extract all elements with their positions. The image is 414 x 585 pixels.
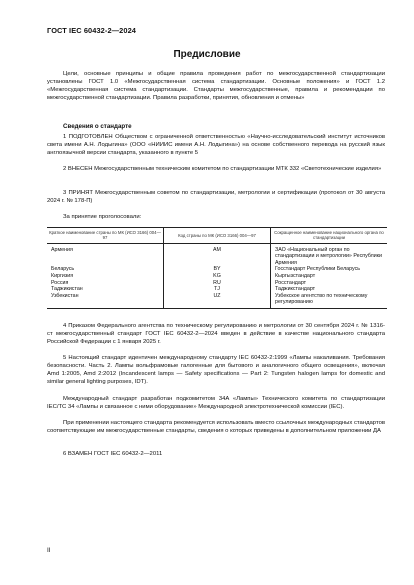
table-header-body: Сокращенное наименование национального органа по стандартизации [271, 228, 388, 244]
table-header-country: Краткое наименование страны по МК (ИСО 3166) 004—97 [47, 228, 164, 244]
table-row [47, 266, 387, 273]
table-cell-body: Таджикстандарт [275, 286, 316, 293]
item-5-development-paragraph: Международный стандарт разработан подкомитетом 34A «Лампы» Технического комитета по стандартизации IEC/TC 34 «Лампы и связанное с ними оборудование» Международной электротехнической комиссии (IEC). [47, 396, 385, 411]
table-cell-country: Россия [51, 279, 69, 286]
table-cell-body: Росстандарт [275, 279, 307, 286]
table-cell-code: KG [164, 273, 271, 280]
table-header-code: Код страны по МК (ИСО 3166) 004—97 [164, 228, 271, 244]
table-cell-code: UZ [164, 293, 271, 309]
page-number: II [47, 547, 51, 554]
table-cell-country: Беларусь [51, 266, 75, 273]
table-cell-country: Армения [51, 246, 73, 253]
intro-paragraph: Цели, основные принципы и общие правила проведения работ по межгосударственной стандартизации установлены ГОСТ 1.0 «Межгосударственная система стандартизации. Основные положения» и ГОСТ 1.2 «Межгосударственная система стандартизации. Стандарты межгосударственные, правила и рекомендации по межгосударственной стандартизации. Правила разработки, принятия, обновления и отмены» [47, 71, 385, 102]
table-row [47, 286, 387, 293]
item-3-paragraph: 3 ПРИНЯТ Межгосударственным советом по стандартизации, метрологии и сертификации (протокол от 30 августа 2024 г. № 178-П) [47, 190, 385, 205]
table-cell-country: Таджикистан [51, 286, 83, 293]
table-row [47, 280, 387, 287]
table-cell-country: Узбекистан [47, 293, 164, 309]
table-row [47, 293, 387, 309]
table-cell-code: AM [164, 243, 271, 266]
table-header-row [47, 228, 387, 244]
table-cell-body: ЗАО «Национальный орган по стандартизации и метрологии» Республики Армения [275, 246, 382, 266]
table-cell-code: TJ [164, 286, 271, 293]
table-cell-code: RU [164, 280, 271, 287]
item-5-paragraph: 5 Настоящий стандарт идентичен международному стандарту IEC 60432-2:1999 «Лампы накаливания. Требования безопасности. Часть 2. Лампы вольфрамовые галогенные для бытового и аналогичного общего освещения», включая Amd 1:2005, Amd 2:2012 (Incandescent lamps — Safety specifications — Part 2: Tungsten halogen lamps for domestic and similar general lighting purposes, IDT). [47, 355, 385, 386]
voting-table [47, 227, 387, 309]
page-title: Предисловие [173, 49, 241, 60]
table-row [47, 273, 387, 280]
item-2-paragraph: 2 ВНЕСЕН Межгосударственным техническим комитетом по стандартизации МТК 332 «Светотехнические изделия» [63, 166, 382, 172]
section-title: Сведения о стандарте [63, 123, 132, 130]
table-cell-country: Киргизия [51, 272, 74, 279]
table-cell-body: Кыргызстандарт [275, 272, 316, 279]
table-cell-body: Узбекское агентство по техническому регулированию [271, 293, 388, 309]
item-4-paragraph: 4 Приказом Федерального агентства по техническому регулированию и метрологии от 30 сентября 2024 г. № 1316-ст межгосударственный стандарт ГОСТ IEC 60432-2—2024 введен в действие в качестве национального стандарта Российской Федерации с 1 января 2025 г. [47, 323, 385, 346]
table-cell-body: Госстандарт Республики Беларусь [275, 266, 360, 273]
table-row [47, 243, 387, 266]
item-5-application-paragraph: При применении настоящего стандарта рекомендуется использовать вместо ссылочных международных стандартов соответствующие им межгосударственные стандарты, сведения о которых приведены в дополнительном приложении ДА [47, 420, 385, 435]
table-cell-code: BY [164, 266, 271, 273]
voted-label: За принятие проголосовали: [63, 214, 142, 220]
standard-code-header: ГОСТ IEC 60432-2—2024 [47, 26, 136, 35]
item-6-paragraph: 6 ВЗАМЕН ГОСТ IEC 60432-2—2011 [63, 451, 163, 457]
item-1-paragraph: 1 ПОДГОТОВЛЕН Обществом с ограниченной ответственностью «Научно-исследовательский институт источников света имени А.Н. Лодыгина» (ООО «НИИИС имени А.Н. Лодыгина») на основе собственного перевода на русский язык англоязычной версии стандарта, указанного в пункте 5 [47, 134, 385, 157]
